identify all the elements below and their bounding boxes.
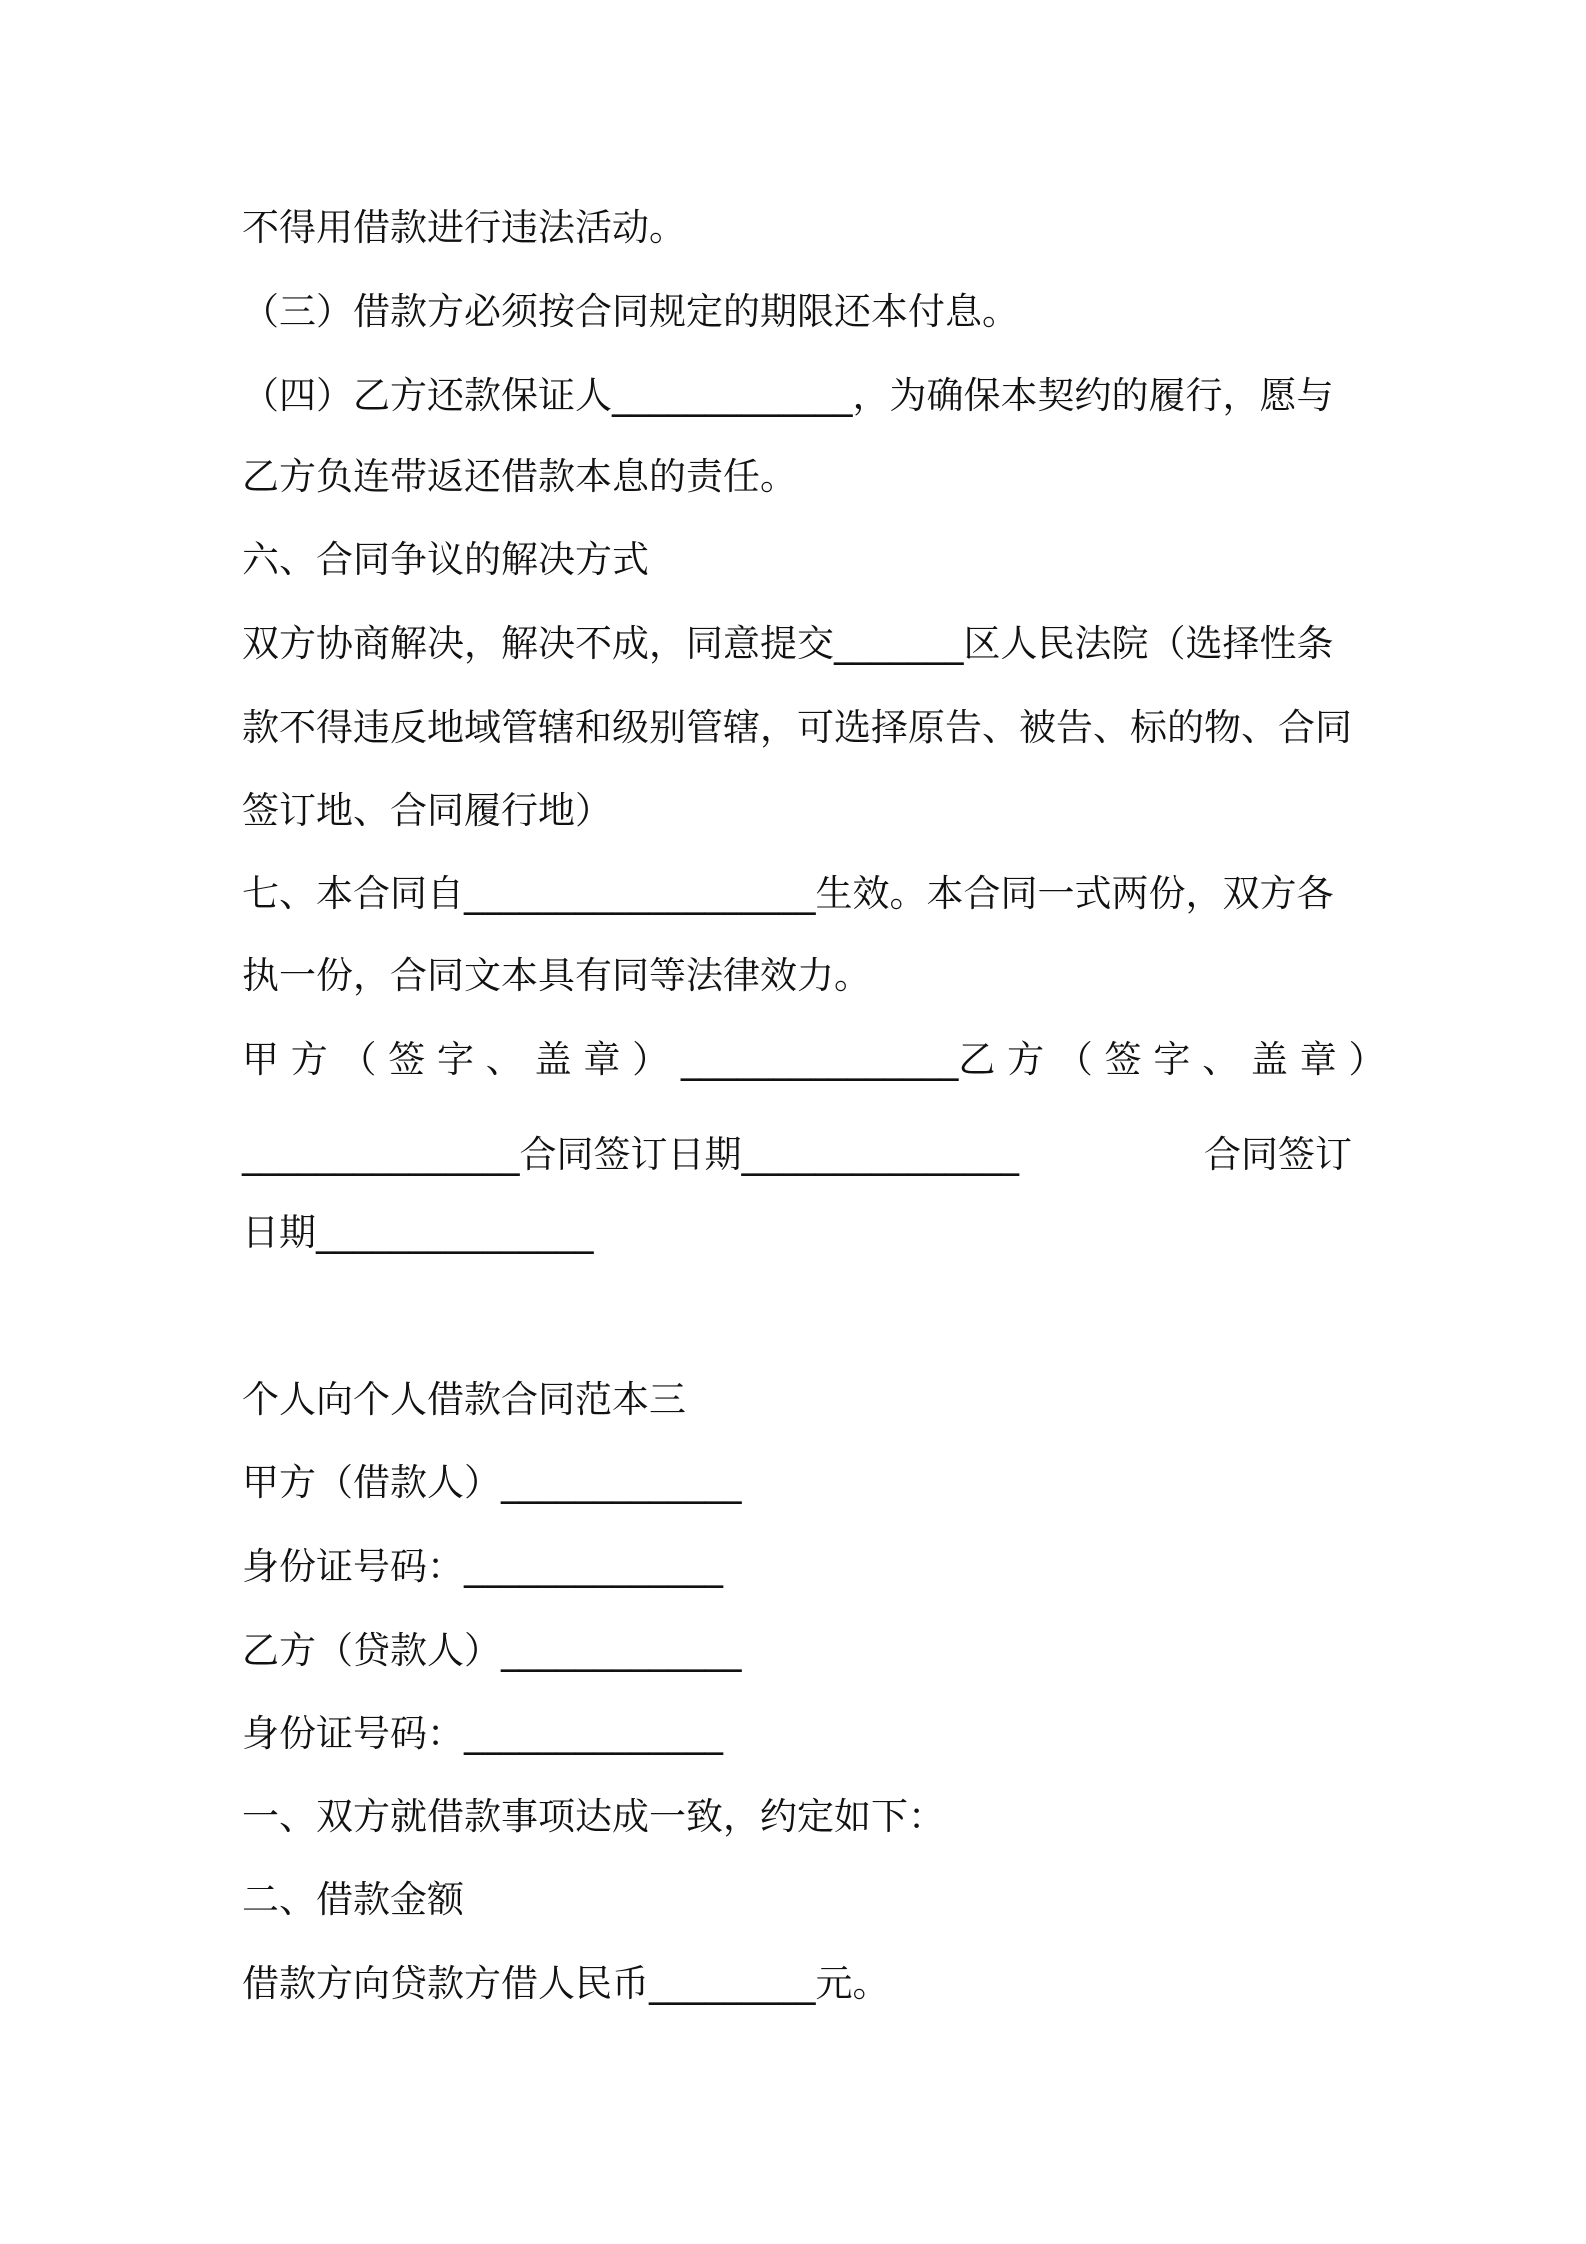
paragraph-line: 双方协商解决，解决不成，同意提交_______区人民法院（选择性条 (242, 622, 1334, 665)
paragraph-line: （四）乙方还款保证人_____________，为确保本契约的履行，愿与 (242, 374, 1334, 417)
signature-date-line: 日期_______________ (242, 1211, 594, 1254)
paragraph-line: 七、本合同自___________________生效。本合同一式两份，双方各 (242, 872, 1334, 915)
paragraph-line: （三）借款方必须按合同规定的期限还本付息。 (242, 290, 1019, 333)
signature-row (242, 1035, 1386, 1085)
section-heading: 六、合同争议的解决方式 (242, 538, 649, 581)
document-title: 个人向个人借款合同范本三 (242, 1378, 686, 1421)
signature-date-left: _______________合同签订日期_______________ (242, 1133, 1019, 1176)
signature-date-right: 合同签订 (1204, 1133, 1352, 1176)
party-b-signature: 乙 方 （ 签 字 、 盖 章 ） (958, 1038, 1386, 1081)
section-heading: 二、借款金额 (242, 1878, 464, 1921)
party-b-field: 乙方（贷款人）_____________ (242, 1629, 742, 1672)
party-a-signature: 甲 方 （ 签 字 、 盖 章 ） _______________ (242, 1038, 959, 1081)
paragraph-line: 借款方向贷款方借人民币_________元。 (242, 1962, 890, 2005)
section-heading: 一、双方就借款事项达成一致，约定如下： (242, 1795, 945, 1838)
party-a-id-field: 身份证号码：______________ (242, 1545, 723, 1588)
party-a-field: 甲方（借款人）_____________ (242, 1461, 742, 1504)
paragraph-line: 签订地、合同履行地） (242, 789, 612, 832)
paragraph-line: 执一份，合同文本具有同等法律效力。 (242, 954, 871, 997)
party-b-id-field: 身份证号码：______________ (242, 1712, 723, 1755)
paragraph-line: 乙方负连带返还借款本息的责任。 (242, 455, 797, 498)
paragraph-line: 款不得违反地域管辖和级别管辖，可选择原告、被告、标的物、合同 (242, 706, 1352, 749)
signature-date-row (242, 1130, 1352, 1180)
paragraph-line: 不得用借款进行违法活动。 (242, 206, 686, 249)
